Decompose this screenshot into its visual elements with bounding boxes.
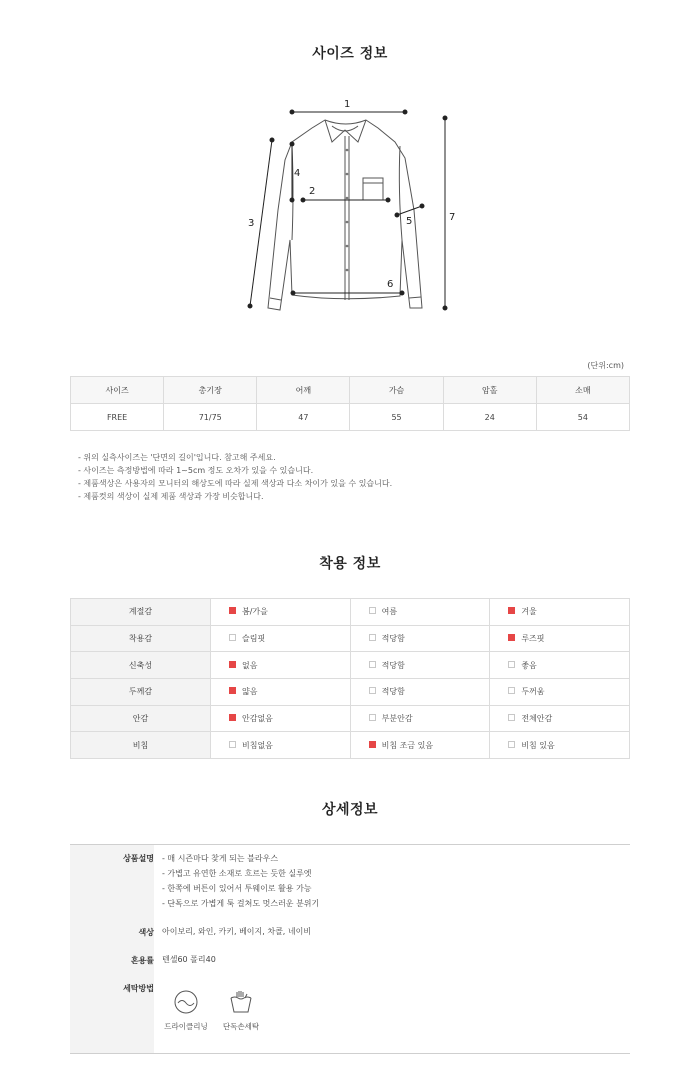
description-label: 상품설명 [123, 854, 154, 863]
size-header-cell: 소매 [536, 377, 629, 404]
wear-info-title: 착용 정보 [319, 556, 381, 572]
wear-info-option-label: 봄/가을 [242, 607, 268, 617]
wear-info-option [490, 652, 630, 679]
wear-info-row-label: 안감 [71, 705, 211, 732]
checked-box-icon [369, 741, 376, 748]
wear-info-option-label: 두꺼움 [521, 687, 545, 697]
wear-info-option [211, 679, 351, 706]
wash-item-dry-clean [161, 989, 211, 1032]
color-value: 아이보리, 와인, 카키, 베이지, 차콜, 네이비 [162, 927, 312, 936]
wear-info-option [490, 705, 630, 732]
wear-info-row-label: 신축성 [71, 652, 211, 679]
wear-info-option-label: 전체안감 [521, 714, 553, 724]
size-cell: 71/75 [164, 404, 257, 431]
color-label: 색상 [138, 928, 154, 937]
diagram-label-4: 4 [294, 168, 301, 179]
unchecked-box-icon [229, 634, 236, 641]
size-header-cell: 총기장 [164, 377, 257, 404]
size-header-cell: 가슴 [350, 377, 443, 404]
diagram-label-3: 3 [248, 218, 255, 229]
wash-item-hand-wash [216, 989, 266, 1032]
wear-info-option-label: 비침 조금 있음 [381, 740, 434, 750]
checked-box-icon [229, 714, 236, 721]
wear-info-option [211, 652, 351, 679]
wear-info-row [71, 679, 630, 706]
wear-info-row [71, 599, 630, 626]
wear-info-row [71, 652, 630, 679]
wear-info-row-label: 비침 [71, 732, 211, 759]
wear-info-option-label: 적당함 [381, 687, 405, 697]
unchecked-box-icon [369, 661, 376, 668]
detail-info-title: 상세정보 [321, 802, 379, 818]
size-header-cell: 어깨 [257, 377, 350, 404]
wear-info-option [211, 599, 351, 626]
unchecked-box-icon [508, 741, 515, 748]
wear-info-option [350, 679, 490, 706]
material-value: 텐셀60 폴리40 [162, 955, 216, 964]
material-label: 혼용률 [130, 956, 154, 965]
wear-info-option-label: 얇음 [242, 687, 258, 697]
wear-info-option-label: 좋음 [521, 660, 537, 670]
diagram-label-5: 5 [406, 216, 413, 227]
detail-label-column [70, 845, 154, 1053]
diagram-label-6: 6 [387, 279, 394, 290]
wear-info-option-label: 루즈핏 [521, 634, 545, 644]
wear-info-option-label: 겨울 [521, 607, 537, 617]
unchecked-box-icon [369, 714, 376, 721]
wear-info-option-label: 적당함 [381, 660, 405, 670]
checked-box-icon [508, 634, 515, 641]
checked-box-icon [508, 607, 515, 614]
wash-item-label: 드라이클리닝 [164, 1022, 208, 1031]
wear-info-row-label: 계절감 [71, 599, 211, 626]
detail-info-block [70, 844, 630, 1054]
wear-info-row-label: 착용감 [71, 625, 211, 652]
wear-info-option-label: 비침 있음 [521, 740, 555, 750]
description-line: - 단독으로 가볍게 툭 걸쳐도 멋스러운 분위기 [162, 899, 320, 908]
size-note: - 위의 실측사이즈는 '단면의 길이'입니다. 참고해 주세요. [78, 453, 276, 462]
dry-clean-icon [173, 989, 199, 1015]
size-cell: 55 [350, 404, 443, 431]
wear-info-option [490, 732, 630, 759]
hand-wash-icon [228, 989, 254, 1015]
size-note: - 제품색상은 사용자의 모니터의 해상도에 따라 실제 색상과 다소 차이가 있을 수 있습니다. [78, 479, 393, 488]
wear-info-option [490, 679, 630, 706]
unchecked-box-icon [229, 741, 236, 748]
wash-item-label: 단독손세탁 [222, 1022, 260, 1031]
shirt-measurement-diagram [230, 90, 470, 330]
size-cell: 24 [443, 404, 536, 431]
wear-info-row [71, 705, 630, 732]
diagram-label-7: 7 [449, 212, 456, 223]
wear-info-option-label: 여름 [381, 607, 398, 617]
unchecked-box-icon [369, 634, 376, 641]
size-cell: 47 [257, 404, 350, 431]
wear-info-row [71, 625, 630, 652]
wear-info-option [211, 625, 351, 652]
diagram-label-2: 2 [309, 186, 316, 197]
description-line: - 매 시즌마다 찾게 되는 블라우스 [162, 854, 279, 863]
size-note: - 제품컷의 색상이 실제 제품 색상과 가장 비슷합니다. [78, 492, 264, 501]
diagram-label-1: 1 [344, 99, 351, 110]
wear-info-option [350, 599, 490, 626]
size-info-title: 사이즈 정보 [312, 46, 388, 62]
size-cell: FREE [71, 404, 164, 431]
wash-label: 세탁방법 [123, 984, 154, 993]
wear-info-option-label: 비침없음 [242, 740, 273, 750]
description-line: - 가볍고 유연한 소재로 흐르는 듯한 실루엣 [162, 869, 312, 878]
wear-info-row-label: 두께감 [71, 679, 211, 706]
checked-box-icon [229, 607, 236, 614]
unchecked-box-icon [508, 714, 515, 721]
wear-info-row [71, 732, 630, 759]
wear-info-option-label: 슬림핏 [242, 634, 266, 644]
wear-info-option [490, 599, 630, 626]
size-table-header-row [71, 377, 630, 404]
unchecked-box-icon [508, 661, 515, 668]
wear-info-option-label: 적당함 [381, 634, 405, 644]
size-table-row [71, 404, 630, 431]
checked-box-icon [229, 661, 236, 668]
size-header-cell: 암홀 [443, 377, 536, 404]
size-cell: 54 [536, 404, 629, 431]
wear-info-option-label: 부분안감 [381, 714, 413, 724]
wear-info-option [490, 625, 630, 652]
wear-info-option [350, 732, 490, 759]
wear-info-option [350, 652, 490, 679]
size-header-cell: 사이즈 [71, 377, 164, 404]
wear-info-table [70, 598, 630, 759]
wear-info-option [211, 705, 351, 732]
size-notes [78, 451, 392, 503]
wear-info-option-label: 없음 [242, 660, 258, 670]
checked-box-icon [229, 687, 236, 694]
wear-info-option [350, 625, 490, 652]
unit-label: (단위:cm) [587, 361, 624, 370]
unchecked-box-icon [369, 607, 376, 614]
unchecked-box-icon [369, 687, 376, 694]
unchecked-box-icon [508, 687, 515, 694]
wear-info-option [350, 705, 490, 732]
size-table [70, 376, 630, 431]
description-line: - 한쪽에 버튼이 있어서 투웨이로 활용 가능 [162, 884, 312, 893]
wear-info-option [211, 732, 351, 759]
wear-info-option-label: 안감없음 [242, 714, 273, 724]
description-list [162, 851, 319, 911]
size-note: - 사이즈는 측정방법에 따라 1~5cm 정도 오차가 있을 수 있습니다. [78, 466, 314, 475]
